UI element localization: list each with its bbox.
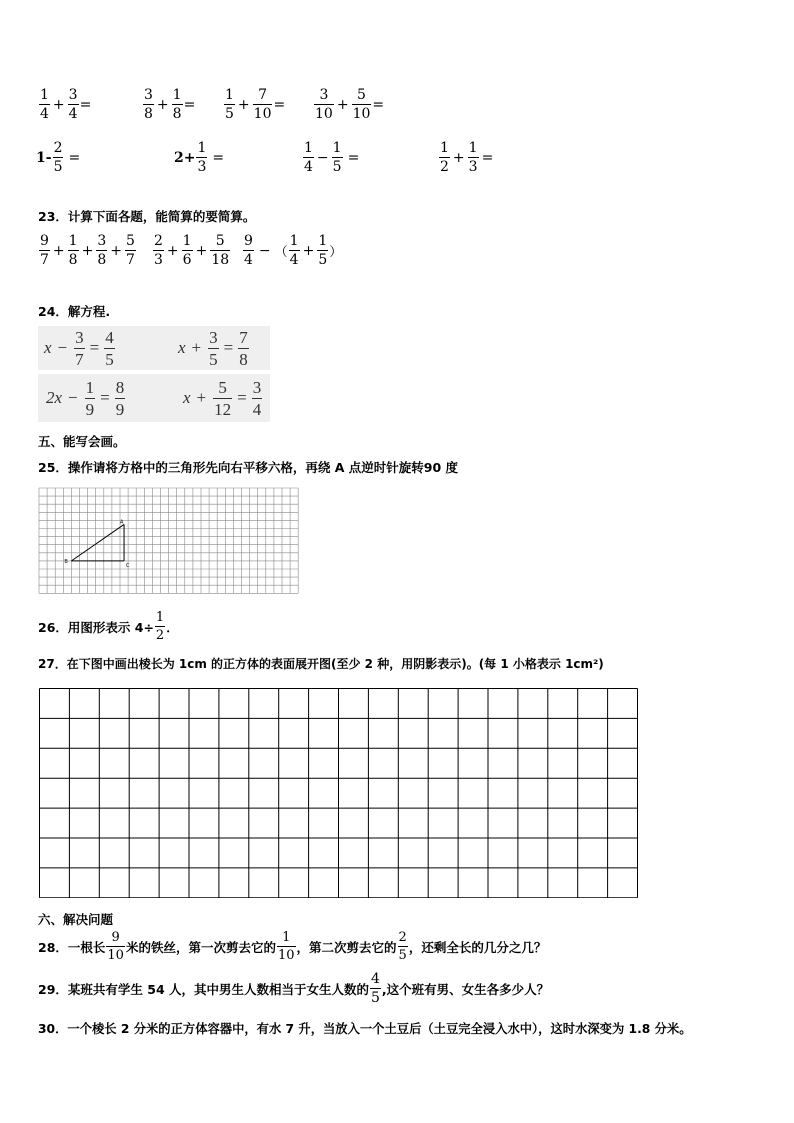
fraction: $\frac{3}{8}$ — [97, 233, 107, 268]
fraction: $\frac{1}{2}$ — [155, 610, 165, 643]
fraction: $\frac{4}{5}$ — [371, 971, 380, 1006]
fraction: $\frac{1}{9}$ — [85, 377, 95, 419]
vertex-c-label: C — [126, 562, 130, 569]
fraction: $\frac{3}{7}$ — [75, 327, 84, 369]
fraction: $\frac{3}{4}$ — [252, 377, 262, 419]
expr-row1-2: $\frac{3}{8}$ + $\frac{1}{8}$ = — [144, 87, 196, 122]
fraction: $\frac{1}{3}$ — [468, 140, 478, 175]
fraction: $\frac{5}{18}$ — [211, 233, 230, 268]
fraction: $\frac{9}{4}$ — [244, 233, 253, 268]
fraction: $\frac{1}{3}$ — [197, 140, 207, 175]
q23-expr-3: $\frac{9}{4}$ − （ $\frac{1}{4}$ + $\frac{1}{5}$ ） — [244, 233, 343, 268]
fraction: $\frac{7}{10}$ — [253, 87, 272, 122]
fraction: $\frac{1}{8}$ — [68, 233, 78, 268]
q23-title: 23．计算下面各题，能简算的要简算。 — [38, 209, 256, 224]
expr-row1-1: $\frac{1}{4}$ + $\frac{3}{4}$ = — [40, 87, 92, 122]
q23-expr-2: $\frac{2}{3}$ + $\frac{1}{6}$ + $\frac{5}{18}$ — [154, 233, 230, 268]
fraction: $\frac{2}{5}$ — [398, 930, 407, 963]
equation-2: x + $\frac{3}{5}$ = $\frac{7}{8}$ — [178, 327, 248, 369]
fraction: $\frac{1}{2}$ — [440, 140, 449, 175]
q27-title: 27．在下图中画出棱长为 1cm 的正方体的表面展开图(至少 2 种，用阴影表示)。(每 1 小格表示 1cm²) — [38, 657, 604, 671]
fraction: $\frac{5}{12}$ — [214, 377, 232, 419]
expr-row2-3: $\frac{1}{4}$ − $\frac{1}{5}$ = — [304, 140, 360, 175]
equation-4: x + $\frac{5}{12}$ = $\frac{3}{4}$ — [183, 377, 262, 419]
q24-title: 24．解方程. — [38, 304, 111, 319]
section-5-title: 五、能写会画。 — [38, 434, 126, 449]
fraction: $\frac{1}{5}$ — [225, 87, 234, 122]
q25-grid — [38, 487, 300, 599]
fraction: $\frac{3}{10}$ — [315, 87, 333, 122]
fraction: $\frac{2}{3}$ — [154, 233, 163, 268]
q26-line: 26．用图形表示 4÷ $\frac{1}{2}$ ． — [38, 610, 179, 643]
fraction: $\frac{5}{7}$ — [125, 233, 135, 268]
fraction: $\frac{8}{9}$ — [115, 377, 125, 419]
equation-3: 2x − $\frac{1}{9}$ = $\frac{8}{9}$ — [46, 377, 125, 419]
equation-image-row2 — [38, 374, 270, 422]
fraction: $\frac{9}{10}$ — [107, 930, 124, 963]
fraction: $\frac{3}{5}$ — [209, 327, 218, 369]
fraction: $\frac{1}{4}$ — [40, 87, 49, 122]
expr-row2-2: 2+ $\frac{1}{3}$ = — [174, 140, 225, 175]
expr-row2-1: 1- $\frac{2}{5}$ = — [36, 140, 81, 175]
q25-title: 25．操作请将方格中的三角形先向右平移六格，再绕 A 点逆时针旋转90 度 — [38, 460, 459, 475]
small-grid — [38, 487, 300, 599]
fraction: $\frac{1}{4}$ — [289, 233, 299, 268]
fraction: $\frac{1}{8}$ — [172, 87, 182, 122]
large-grid — [39, 688, 640, 898]
fraction: $\frac{3}{8}$ — [144, 87, 153, 122]
q27-grid — [39, 688, 640, 898]
q23-expr-1: $\frac{9}{7}$ + $\frac{1}{8}$ + $\frac{3}{8}$ + $\frac{5}{7}$ — [40, 233, 135, 268]
fraction: $\frac{1}{10}$ — [277, 930, 295, 963]
fraction: $\frac{1}{4}$ — [304, 140, 313, 175]
vertex-a-label: A — [120, 519, 124, 526]
expr-row1-3: $\frac{1}{5}$ + $\frac{7}{10}$ = — [225, 87, 286, 122]
expr-row1-4: $\frac{3}{10}$ + $\frac{5}{10}$ = — [315, 87, 385, 122]
vertex-b-label: B — [64, 558, 68, 565]
fraction: $\frac{7}{8}$ — [239, 327, 248, 369]
fraction: $\frac{2}{5}$ — [53, 140, 63, 175]
q29-line: 29．某班共有学生 54 人，其中男生人数相当于女生人数的 $\frac{4}{5}$ ,这个班有男、女生各多少人？ — [38, 971, 550, 1006]
fraction: $\frac{9}{7}$ — [40, 233, 49, 268]
section-6-title: 六、解决问题 — [38, 912, 114, 927]
q30-text: 30．一个棱长 2 分米的正方体容器中，有水 7 升，当放入一个土豆后（土豆完全浸入水中），这时水深变为 1.8 分米。 — [38, 1022, 692, 1036]
equation-image-row1 — [38, 326, 270, 370]
q28-line: 28．一根长 $\frac{9}{10}$ 米的铁丝，第一次剪去它的 $\frac{1}{10}$ ，第二次剪去它的 $\frac{2}{5}$ ，还剩全长的几分之几？ — [38, 930, 547, 963]
expr-row2-4: $\frac{1}{2}$ + $\frac{1}{3}$ = — [440, 140, 494, 175]
fraction: $\frac{1}{6}$ — [182, 233, 192, 268]
fraction: $\frac{1}{5}$ — [332, 140, 342, 175]
fraction: $\frac{3}{4}$ — [68, 87, 78, 122]
fraction: $\frac{1}{5}$ — [318, 233, 328, 268]
equation-1: x − $\frac{3}{7}$ = $\frac{4}{5}$ — [44, 327, 114, 369]
fraction: $\frac{5}{10}$ — [352, 87, 371, 122]
fraction: $\frac{4}{5}$ — [105, 327, 114, 369]
